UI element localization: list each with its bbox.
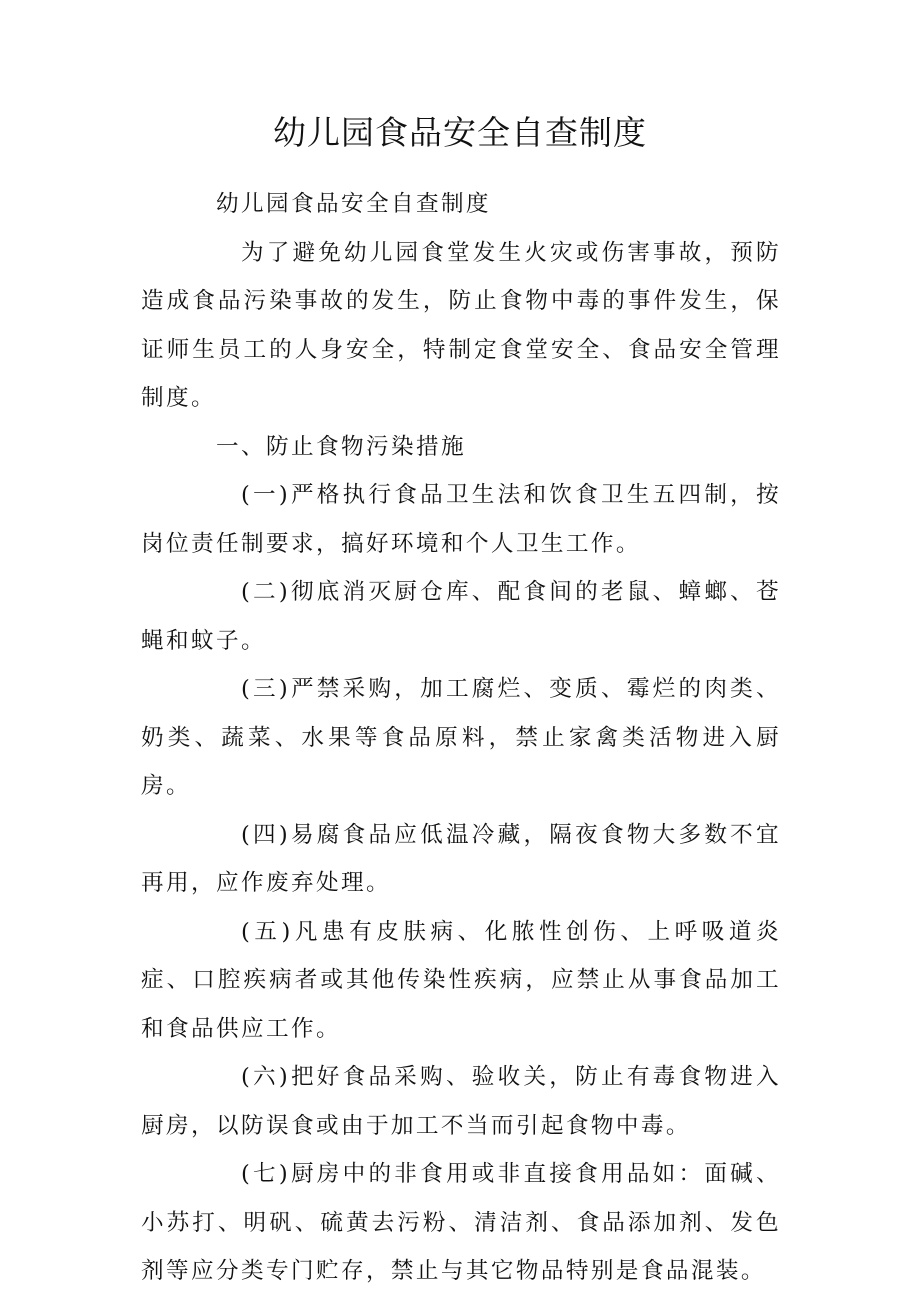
page-title: 幼儿园食品安全自查制度: [273, 113, 647, 152]
paragraph-item-6: (六)把好食品采购、验收关，防止有毒食物进入厨房，以防误食或由于加工不当而引起食物中毒。: [141, 1064, 781, 1139]
paragraph-item-2: (二)彻底消灭厨仓库、配食间的老鼠、蟑螂、苍蝇和蚊子。: [141, 579, 781, 654]
paragraph-item-7: (七)厨房中的非食用或非直接食用品如：面碱、小苏打、明矾、硫黄去污粉、清洁剂、食品添加剂、发色剂等应分类专门贮存，禁止与其它物品特别是食品混装。: [141, 1161, 781, 1284]
document-body: [141, 180, 781, 1296]
document-subtitle: 幼儿园食品安全自查制度: [216, 191, 491, 217]
paragraph-item-1: (一)严格执行食品卫生法和饮食卫生五四制，按岗位责任制要求，搞好环境和个人卫生工作。: [141, 482, 781, 557]
paragraph-intro: 为了避免幼儿园食堂发生火灾或伤害事故，预防造成食品污染事故的发生，防止食物中毒的事件发生，保证师生员工的人身安全，特制定食堂安全、食品安全管理制度。: [141, 239, 781, 411]
paragraph-item-4: (四)易腐食品应低温冷藏，隔夜食物大多数不宜再用，应作废弃处理。: [141, 821, 781, 896]
section-heading: 一、防止食物污染措施: [216, 433, 466, 460]
paragraph-item-3: (三)严禁采购，加工腐烂、变质、霉烂的肉类、奶类、蔬菜、水果等食品原料，禁止家禽类活物进入厨房。: [141, 676, 781, 799]
paragraph-item-5: (五)凡患有皮肤病、化脓性创伤、上呼吸道炎症、口腔疾病者或其他传染性疾病，应禁止从事食品加工和食品供应工作。: [141, 918, 781, 1042]
